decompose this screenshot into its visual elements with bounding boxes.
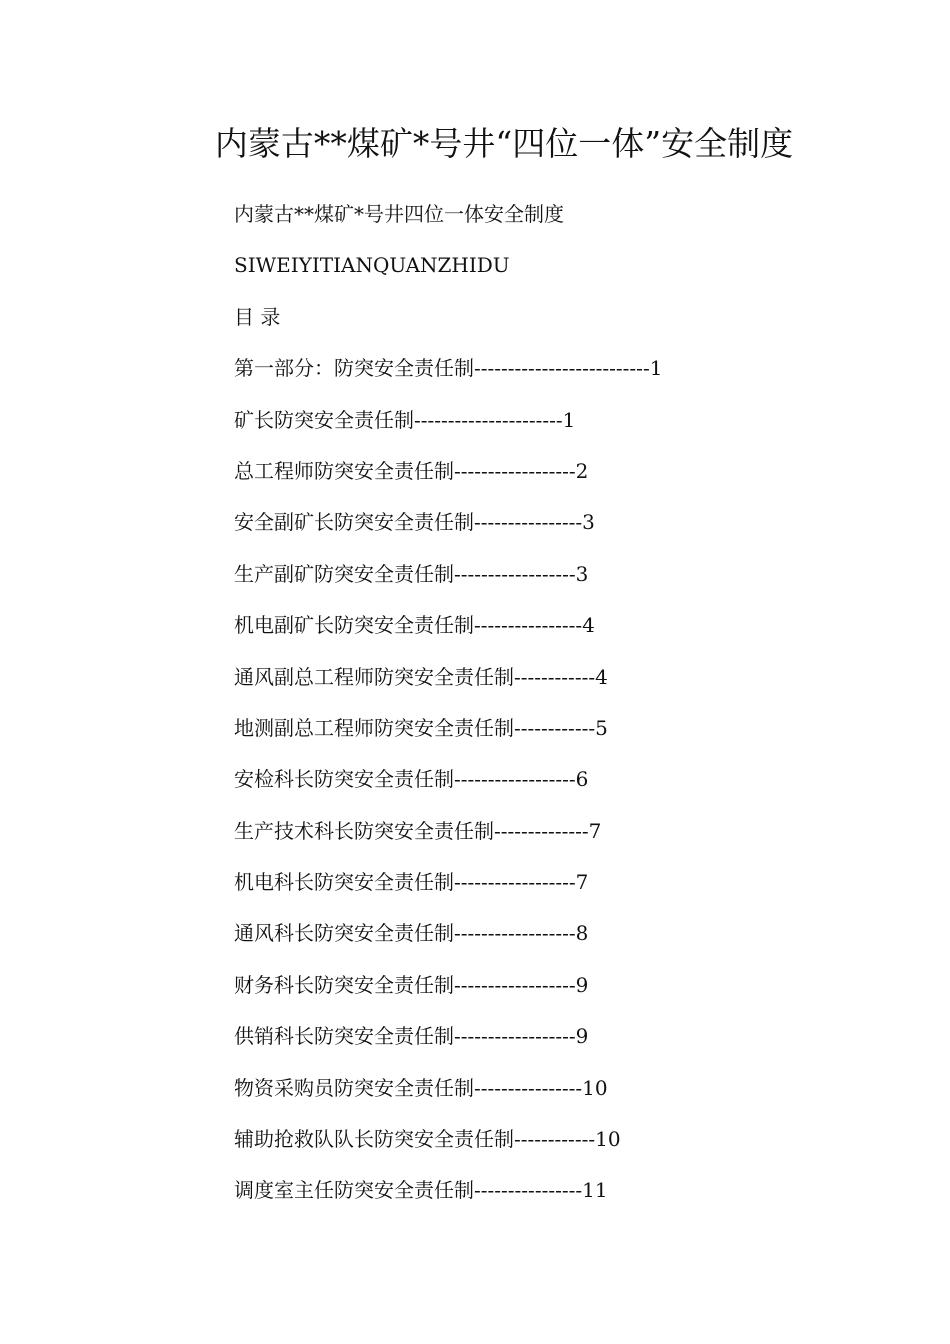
- pinyin-line: SIWEIYITIANQUANZHIDU: [234, 253, 510, 278]
- toc-entry: 通风科长防突安全责任制------------------8: [234, 921, 589, 946]
- document-subtitle: 内蒙古**煤矿*号井四位一体安全制度: [234, 202, 564, 226]
- toc-entry: 生产副矿防突安全责任制------------------3: [234, 561, 589, 586]
- toc-entry: 机电副矿长防突安全责任制----------------4: [234, 613, 595, 638]
- toc-entry: 供销科长防突安全责任制------------------9: [234, 1024, 589, 1049]
- toc-entry: 地测副总工程师防突安全责任制------------5: [234, 715, 608, 740]
- toc-entry: 物资采购员防突安全责任制----------------10: [234, 1075, 608, 1100]
- toc-entry: 财务科长防突安全责任制------------------9: [234, 972, 589, 997]
- toc-entry: 调度室主任防突安全责任制----------------11: [234, 1178, 608, 1203]
- toc-entry: 矿长防突安全责任制----------------------1: [234, 407, 576, 432]
- toc-heading: 目 录: [234, 304, 281, 329]
- toc-entry: 第一部分：防突安全责任制--------------------------1: [234, 356, 663, 381]
- document-body: [234, 198, 914, 1226]
- toc-entry: 生产技术科长防突安全责任制--------------7: [234, 818, 602, 843]
- toc-entry: 总工程师防突安全责任制------------------2: [234, 458, 589, 483]
- toc-entry: 辅助抢救队队长防突安全责任制------------10: [234, 1127, 621, 1152]
- document-title: 内蒙古**煤矿*号井“四位一体”安全制度: [214, 124, 794, 163]
- table-of-contents: [234, 352, 914, 1226]
- toc-entry: 机电科长防突安全责任制------------------7: [234, 870, 589, 895]
- toc-entry: 安检科长防突安全责任制------------------6: [234, 767, 589, 792]
- toc-entry: 安全副矿长防突安全责任制----------------3: [234, 510, 595, 535]
- toc-entry: 通风副总工程师防突安全责任制------------4: [234, 664, 608, 689]
